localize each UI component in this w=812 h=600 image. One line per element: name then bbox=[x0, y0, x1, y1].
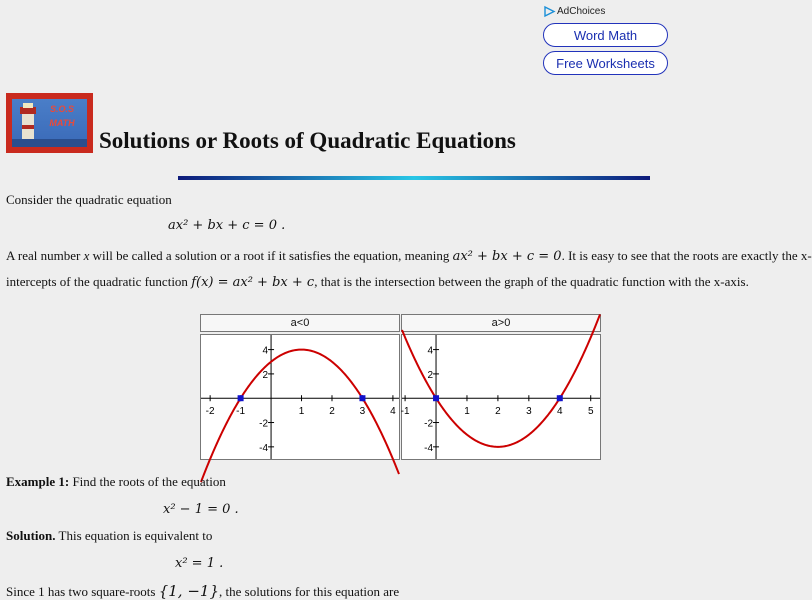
x-tick-label: -2 bbox=[205, 406, 215, 418]
graph-title: a>0 bbox=[401, 314, 601, 332]
intro-line2-c: . It is easy to see that the roots are exactly the x- bbox=[561, 248, 812, 263]
intro-line3-eq: f(x) = ax² + bx + c bbox=[191, 275, 315, 290]
sos-math-logo[interactable] bbox=[6, 93, 93, 153]
square-roots-set: {1, −1} bbox=[158, 582, 219, 600]
example1-text: Find the roots of the equation bbox=[69, 474, 226, 489]
example1-label: Example 1: bbox=[6, 474, 70, 489]
solution-text: This equation is equivalent to bbox=[55, 528, 213, 543]
example1-heading bbox=[6, 474, 226, 490]
parabola-graph-a-negative bbox=[201, 335, 399, 459]
example1-equation: x² − 1 = 0 . bbox=[163, 502, 239, 517]
y-tick-label: 4 bbox=[262, 345, 269, 357]
intro-line2-b: will be called a solution or a root if it satisfies the equation, meaning bbox=[89, 248, 453, 263]
x-tick-label: -1 bbox=[236, 406, 246, 418]
x-tick-label: 5 bbox=[587, 406, 594, 418]
x-tick-label: 2 bbox=[495, 406, 501, 418]
x-tick-label: 4 bbox=[557, 406, 563, 418]
root-marker bbox=[238, 395, 244, 401]
x-tick-label: 2 bbox=[329, 406, 335, 418]
y-tick-label: 2 bbox=[262, 369, 269, 381]
x-tick-label: 1 bbox=[298, 406, 305, 418]
y-tick-label: -4 bbox=[424, 442, 434, 454]
root-marker bbox=[433, 395, 439, 401]
y-tick-label: -2 bbox=[424, 418, 434, 430]
y-tick-label: -4 bbox=[259, 442, 269, 454]
parabola-graph-a-positive bbox=[402, 335, 600, 459]
intro-line3-b: , that is the intersection between the graph of the quadratic function with the x-axis. bbox=[314, 274, 749, 289]
intro-line2 bbox=[6, 248, 812, 264]
root-marker bbox=[359, 395, 365, 401]
root-marker bbox=[557, 395, 563, 401]
y-tick-label: -2 bbox=[259, 418, 269, 430]
x-tick-label: 1 bbox=[464, 406, 470, 418]
intro-line2-x: x bbox=[83, 248, 90, 263]
intro-line2-eq: ax² + bx + c = 0 bbox=[452, 249, 562, 264]
adchoices-label: AdChoices bbox=[557, 6, 606, 17]
intro-line3-a: intercepts of the quadratic function bbox=[6, 274, 192, 289]
adchoices-icon bbox=[544, 6, 555, 17]
free-worksheets-button[interactable]: Free Worksheets bbox=[543, 51, 668, 75]
solution-label: Solution. bbox=[6, 528, 56, 543]
x-tick-label: -1 bbox=[400, 406, 410, 418]
graph-panel-a-negative bbox=[200, 314, 400, 460]
quadratic-equation: ax² + bx + c = 0 . bbox=[168, 218, 286, 233]
logo-text-line2: MATH bbox=[49, 118, 75, 128]
intro-line1: Consider the quadratic equation bbox=[6, 192, 172, 207]
graph-panel-a-positive bbox=[401, 314, 601, 460]
logo-text-line1: S.O.S bbox=[49, 104, 74, 114]
y-tick-label: 4 bbox=[427, 345, 434, 357]
graph-title: a<0 bbox=[200, 314, 400, 332]
square-roots-b: , the solutions for this equation are bbox=[219, 584, 400, 599]
title-divider bbox=[178, 176, 650, 180]
x-tick-label: 4 bbox=[390, 406, 396, 418]
x-tick-label: 3 bbox=[526, 406, 532, 418]
square-roots-a: Since 1 has two square-roots bbox=[6, 584, 159, 599]
y-tick-label: 2 bbox=[427, 369, 434, 381]
adchoices-link[interactable] bbox=[544, 6, 605, 17]
word-math-button[interactable]: Word Math bbox=[543, 23, 668, 47]
intro-line3 bbox=[6, 274, 749, 290]
x-tick-label: 3 bbox=[359, 406, 366, 418]
square-roots-line bbox=[6, 582, 399, 600]
page-title: Solutions or Roots of Quadratic Equations bbox=[99, 128, 516, 153]
solution-line bbox=[6, 528, 212, 544]
intro-line2-a: A real number bbox=[6, 248, 84, 263]
example1-equation2: x² = 1 . bbox=[175, 556, 224, 571]
